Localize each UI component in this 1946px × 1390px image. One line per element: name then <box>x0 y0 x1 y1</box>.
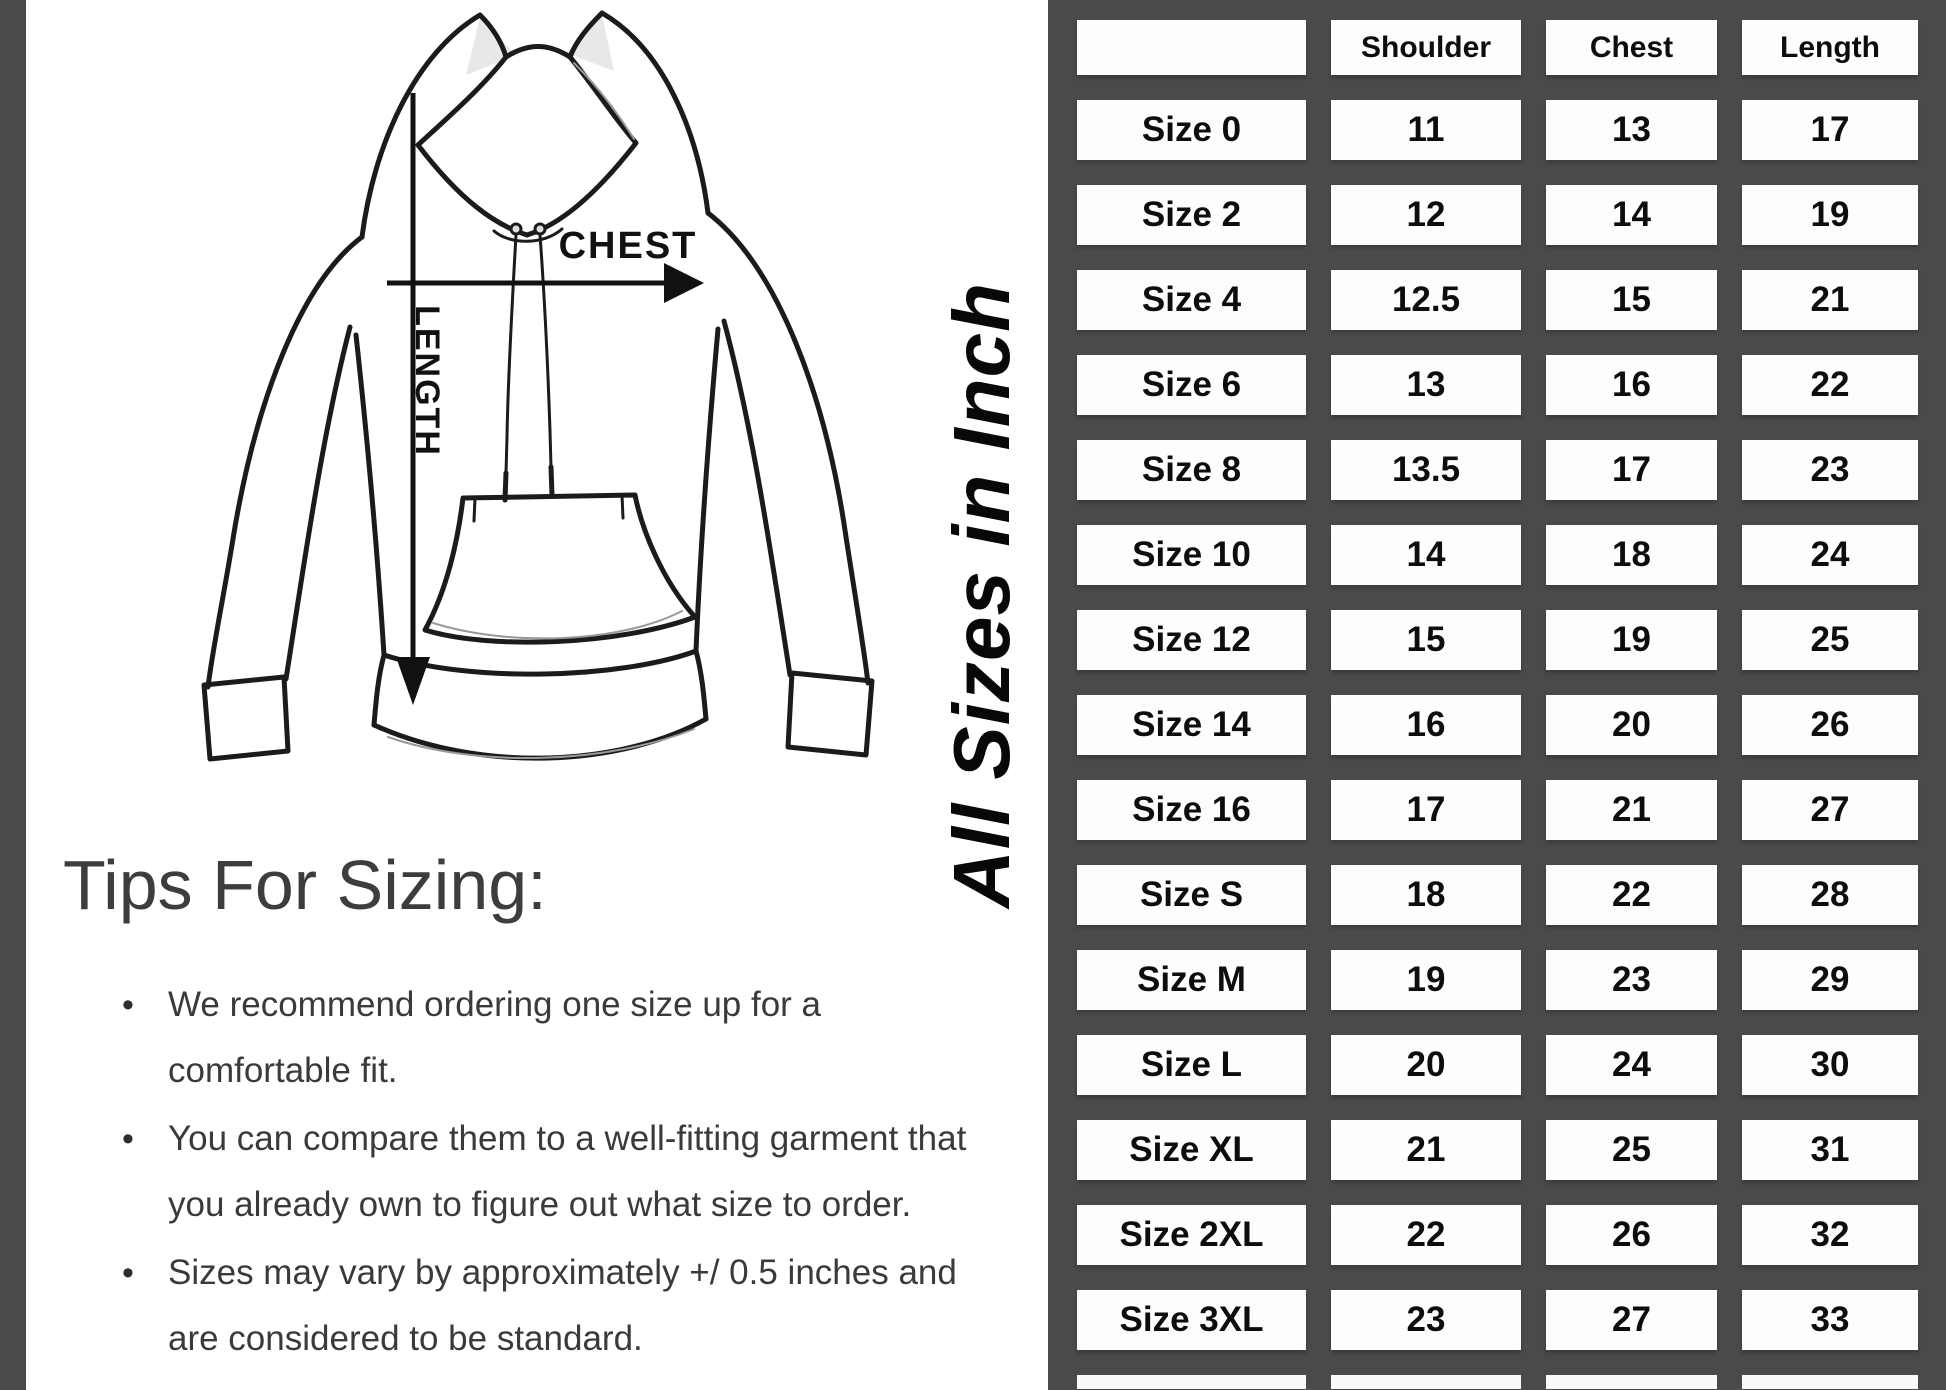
shoulder-value-cell: 12 <box>1331 185 1521 245</box>
size-label-cell: Size 8 <box>1077 440 1306 500</box>
length-value-cell: 28 <box>1742 865 1918 925</box>
chest-value-cell: 20 <box>1546 695 1717 755</box>
bullet-marker-icon: • <box>122 986 134 1024</box>
length-value-cell: 19 <box>1742 185 1918 245</box>
chest-value-cell: 19 <box>1546 610 1717 670</box>
size-label-cell: Size S <box>1077 865 1306 925</box>
header-blank-cell <box>1077 20 1306 75</box>
sleeve-left-inner <box>286 327 350 679</box>
hoodie-diagram <box>150 5 880 795</box>
size-label-cell: Size M <box>1077 950 1306 1010</box>
chest-label: CHEST <box>558 225 698 267</box>
drawstring-right-aglet <box>551 467 552 495</box>
shoulder-value-cell: 14 <box>1331 525 1521 585</box>
length-value-cell: 31 <box>1742 1120 1918 1180</box>
shoulder-value-cell: 20 <box>1331 1035 1521 1095</box>
pocket-lining-line <box>433 611 682 638</box>
sleeve-left-outer <box>208 237 362 687</box>
sleeve-right-inner <box>724 321 790 675</box>
tip-item <box>122 1106 1122 1238</box>
tip-item <box>122 972 1122 1104</box>
drawstring-left <box>506 235 516 473</box>
chest-value-cell: 15 <box>1546 270 1717 330</box>
pocket-outline <box>425 495 695 642</box>
cutoff-row-cell <box>1331 1375 1521 1389</box>
length-value-cell: 22 <box>1742 355 1918 415</box>
grommet-right <box>535 224 545 234</box>
length-value-cell: 17 <box>1742 100 1918 160</box>
shoulder-value-cell: 22 <box>1331 1205 1521 1265</box>
length-value-cell: 32 <box>1742 1205 1918 1265</box>
body-right-side <box>696 329 718 651</box>
length-value-cell: 27 <box>1742 780 1918 840</box>
shoulder-value-cell: 17 <box>1331 780 1521 840</box>
tip-item <box>122 1240 1122 1372</box>
header-length: Length <box>1742 20 1918 75</box>
tip-text-line: You can compare them to a well-fitting garment that <box>168 1119 967 1158</box>
header-shoulder: Shoulder <box>1331 20 1521 75</box>
tips-heading: Tips For Sizing: <box>63 846 547 924</box>
tip-text-line: Sizes may vary by approximately +/ 0.5 inches and <box>168 1253 957 1292</box>
size-label-cell: Size 3XL <box>1077 1290 1306 1350</box>
shoulder-value-cell: 18 <box>1331 865 1521 925</box>
chest-value-cell: 13 <box>1546 100 1717 160</box>
pocket-stitch-right <box>622 495 623 518</box>
header-chest: Chest <box>1546 20 1717 75</box>
size-table <box>1048 0 1946 1389</box>
chest-value-cell: 24 <box>1546 1035 1717 1095</box>
waistband-bottom <box>374 719 706 758</box>
length-value-cell: 30 <box>1742 1035 1918 1095</box>
length-value-cell: 24 <box>1742 525 1918 585</box>
size-label-cell: Size 12 <box>1077 610 1306 670</box>
size-label-cell: Size 16 <box>1077 780 1306 840</box>
grommet-left <box>511 224 521 234</box>
chest-value-cell: 17 <box>1546 440 1717 500</box>
size-label-cell: Size 0 <box>1077 100 1306 160</box>
shoulder-value-cell: 21 <box>1331 1120 1521 1180</box>
tip-text-line: We recommend ordering one size up for a <box>168 985 822 1024</box>
hoodie-sketch <box>150 5 880 795</box>
tip-text-line: are considered to be standard. <box>168 1319 643 1358</box>
bullet-marker-icon: • <box>122 1120 134 1158</box>
length-arrow-head <box>396 657 430 705</box>
size-label-cell: Size 2 <box>1077 185 1306 245</box>
chest-arrow-head <box>664 263 704 303</box>
chest-value-cell: 27 <box>1546 1290 1717 1350</box>
size-label-cell: Size 10 <box>1077 525 1306 585</box>
hood-opening-left <box>418 57 527 235</box>
tips-list <box>122 972 1122 1374</box>
chest-value-cell: 23 <box>1546 950 1717 1010</box>
left-edge-bar <box>0 0 26 1390</box>
shoulder-value-cell: 15 <box>1331 610 1521 670</box>
chest-value-cell: 21 <box>1546 780 1717 840</box>
size-label-cell: Size XL <box>1077 1120 1306 1180</box>
length-value-cell: 23 <box>1742 440 1918 500</box>
shoulder-value-cell: 13 <box>1331 355 1521 415</box>
waistband-right-edge <box>696 651 706 719</box>
body-left-side <box>356 335 384 655</box>
waistband-left-edge <box>374 655 384 725</box>
length-label: LENGTH <box>408 305 446 457</box>
shoulder-value-cell: 19 <box>1331 950 1521 1010</box>
shoulder-value-cell: 12.5 <box>1331 270 1521 330</box>
chest-value-cell: 22 <box>1546 865 1717 925</box>
tip-text-line: comfortable fit. <box>168 1051 398 1090</box>
cuff-left <box>204 677 288 759</box>
shoulder-value-cell: 13.5 <box>1331 440 1521 500</box>
shoulder-value-cell: 23 <box>1331 1290 1521 1350</box>
drawstring-right <box>540 235 551 467</box>
chest-value-cell: 18 <box>1546 525 1717 585</box>
tip-text-line: you already own to figure out what size to order. <box>168 1185 912 1224</box>
hood-opening-right <box>527 57 636 235</box>
cuff-right <box>788 673 872 755</box>
length-value-cell: 29 <box>1742 950 1918 1010</box>
shoulder-value-cell: 11 <box>1331 100 1521 160</box>
size-label-cell: Size 2XL <box>1077 1205 1306 1265</box>
pocket-stitch-left <box>474 498 475 521</box>
bullet-marker-icon: • <box>122 1254 134 1292</box>
size-label-cell: Size 4 <box>1077 270 1306 330</box>
size-label-cell: Size 6 <box>1077 355 1306 415</box>
size-label-cell: Size L <box>1077 1035 1306 1095</box>
sleeve-right-outer <box>708 213 868 683</box>
waistband-top <box>384 651 696 674</box>
length-value-cell: 25 <box>1742 610 1918 670</box>
size-table-panel <box>1048 0 1946 1390</box>
cutoff-row-cell <box>1077 1375 1306 1389</box>
length-value-cell: 33 <box>1742 1290 1918 1350</box>
length-value-cell: 21 <box>1742 270 1918 330</box>
length-value-cell: 26 <box>1742 695 1918 755</box>
size-label-cell: Size 14 <box>1077 695 1306 755</box>
chest-value-cell: 16 <box>1546 355 1717 415</box>
chest-value-cell: 26 <box>1546 1205 1717 1265</box>
side-title-all-sizes-in-inch: All Sizes in Inch <box>937 281 1026 909</box>
shoulder-value-cell: 16 <box>1331 695 1521 755</box>
cutoff-row-cell <box>1742 1375 1918 1389</box>
cutoff-row-cell <box>1546 1375 1717 1389</box>
chest-value-cell: 25 <box>1546 1120 1717 1180</box>
chest-value-cell: 14 <box>1546 185 1717 245</box>
